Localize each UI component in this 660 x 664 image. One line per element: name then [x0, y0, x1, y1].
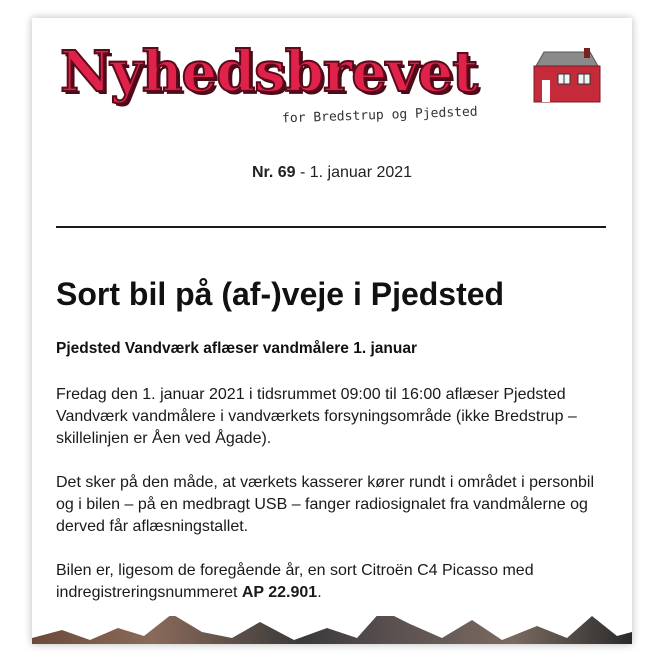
torn-edge: [32, 602, 632, 644]
issue-date: 1. januar 2021: [309, 164, 413, 181]
logo-wordmark: Nyhedsbrevet: [60, 39, 478, 105]
divider: [56, 226, 606, 228]
license-plate: AP 22.901: [241, 584, 318, 601]
article-headline: Sort bil på (af-)veje i Pjedsted: [56, 276, 505, 312]
article-paragraph-1: Fredag den 1. januar 2021 i tidsrummet 09:00 til 16:00 aflæser Pjedsted Vandværk vandmålere i vandværkets forsyningsområde (ikke Bredstrup – skillelinjen er Åen ved Ågade).: [56, 386, 577, 447]
issue-line: [32, 164, 632, 182]
paragraph-3-end: .: [317, 584, 322, 601]
paragraph-3-text: Bilen er, ligesom de foregående år, en sort Citroën C4 Picasso med indregistreringsnummeret: [56, 562, 534, 601]
logo-tagline: for Bredstrup og Pjedsted: [281, 104, 478, 127]
issue-separator: -: [295, 164, 310, 181]
issue-number: Nr. 69: [251, 164, 296, 181]
article-subhead: Pjedsted Vandværk aflæser vandmålere 1. januar: [56, 340, 417, 357]
masthead-logo[interactable]: [60, 40, 490, 140]
article-paragraph-3: [56, 560, 616, 604]
article-paragraph-2: Det sker på den måde, at værkets kasserer kører rundt i området i personbil og i bilen – på en medbragt USB – fanger radiosignalet fra vandmålerne og derved får aflæsningstallet.: [56, 474, 594, 535]
newsletter-page: [32, 18, 632, 644]
house-icon: [530, 48, 604, 104]
